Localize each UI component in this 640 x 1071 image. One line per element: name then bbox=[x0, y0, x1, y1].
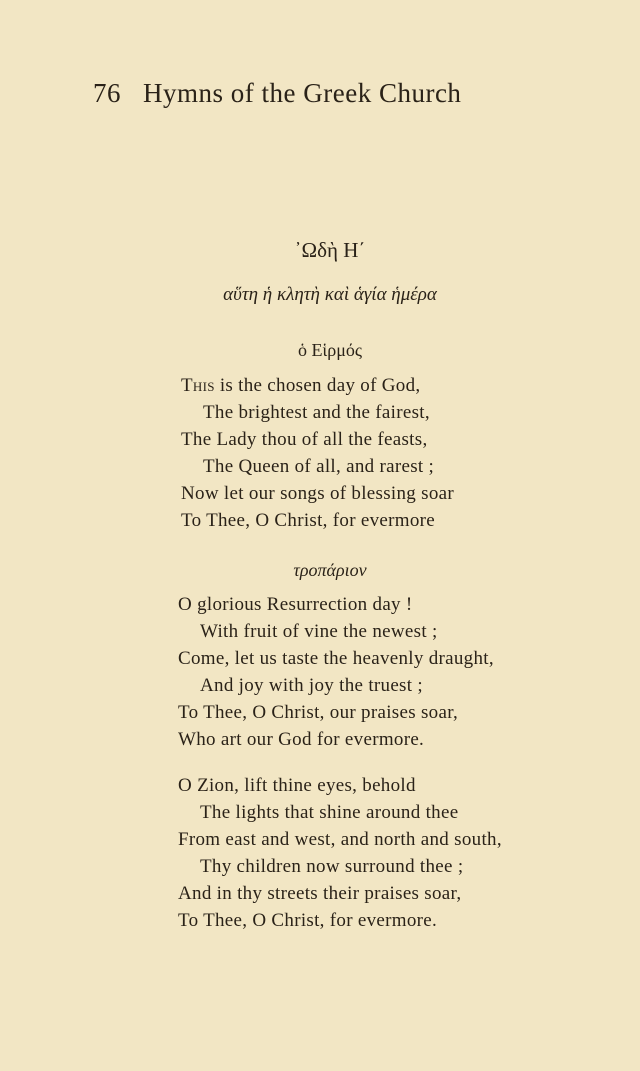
poem-line: From east and west, and north and south, bbox=[178, 829, 502, 850]
running-header bbox=[93, 78, 461, 109]
poem-line: The brightest and the fairest, bbox=[203, 402, 430, 423]
poem-line: Come, let us taste the heavenly draught, bbox=[178, 648, 494, 669]
poem-line: Who art our God for evermore. bbox=[178, 729, 425, 750]
troparion-stanza-1 bbox=[178, 591, 494, 753]
poem-line: To Thee, O Christ, for evermore bbox=[181, 510, 436, 531]
poem-line: The Lady thou of all the feasts, bbox=[181, 429, 428, 450]
poem-line: And in thy streets their praises soar, bbox=[178, 883, 462, 904]
ode-title: ᾿Ωδὴ Η΄ bbox=[294, 238, 366, 262]
poem-line: With fruit of vine the newest ; bbox=[200, 621, 438, 642]
heirmos-heading: ὁ Εἱρμός bbox=[297, 340, 363, 360]
poem-line: The lights that shine around thee bbox=[200, 802, 459, 823]
troparion-stanza-2 bbox=[178, 772, 502, 934]
poem-line: O glorious Resurrection day ! bbox=[178, 594, 413, 615]
drop-word: This bbox=[181, 375, 215, 396]
troparion-heading: τροπάριον bbox=[293, 560, 367, 580]
poem-line: O Zion, lift thine eyes, behold bbox=[178, 775, 416, 796]
running-title: Hymns of the Greek Church bbox=[143, 78, 462, 108]
poem-line: Now let our songs of blessing soar bbox=[181, 483, 455, 504]
heirmos-stanza bbox=[181, 372, 454, 534]
poem-line: Thy children now surround thee ; bbox=[200, 856, 464, 877]
poem-line: To Thee, O Christ, for evermore. bbox=[178, 910, 438, 931]
page-number: 76 bbox=[93, 78, 121, 108]
poem-line: This is the chosen day of God, bbox=[181, 375, 421, 396]
poem-line: And joy with joy the truest ; bbox=[200, 675, 423, 696]
poem-line: To Thee, O Christ, our praises soar, bbox=[178, 702, 459, 723]
poem-line: The Queen of all, and rarest ; bbox=[203, 456, 435, 477]
greek-incipit: αὕτη ἡ κλητὴ καὶ ἁγία ἡμέρα bbox=[223, 284, 437, 305]
